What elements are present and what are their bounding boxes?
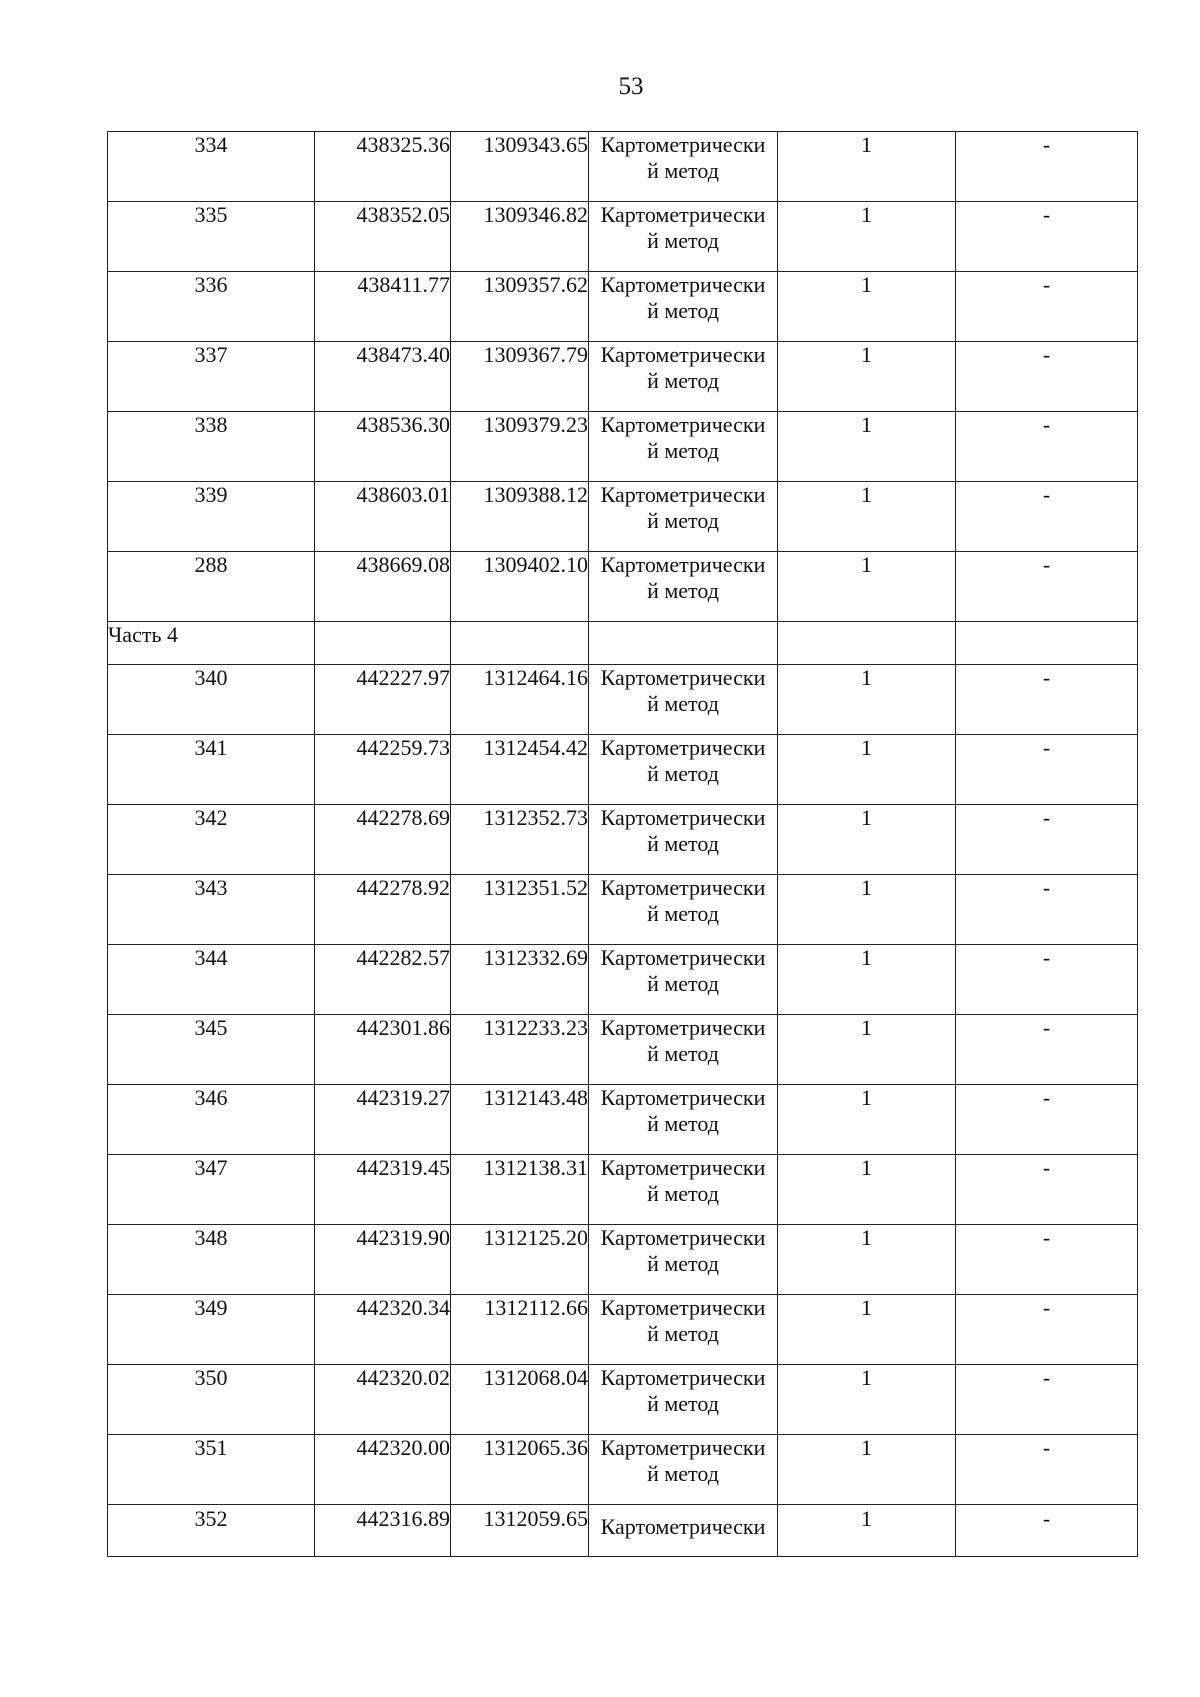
precision: 1: [778, 735, 956, 805]
method: [589, 1365, 778, 1435]
method-line-1: Картометрически: [600, 665, 766, 690]
method-line-2: й метод: [647, 298, 719, 323]
precision: 1: [778, 1365, 956, 1435]
note: -: [956, 342, 1138, 412]
coord-y: 1312125.20: [451, 1225, 589, 1295]
table-row: [108, 1505, 1138, 1557]
method: [589, 875, 778, 945]
note: -: [956, 1435, 1138, 1505]
coord-x: 442282.57: [315, 945, 451, 1015]
method-line-1: Картометрически: [600, 272, 766, 297]
note: -: [956, 1225, 1138, 1295]
point-number: 343: [108, 875, 315, 945]
precision: 1: [778, 202, 956, 272]
coord-x: 442316.89: [315, 1505, 451, 1557]
method: [589, 342, 778, 412]
method-line-2: й метод: [647, 158, 719, 183]
method-line-2: й метод: [647, 1461, 719, 1486]
coord-x: 442319.27: [315, 1085, 451, 1155]
table-row: [108, 735, 1138, 805]
method-line-2: й метод: [647, 1041, 719, 1066]
method: [589, 482, 778, 552]
coord-y: 1312068.04: [451, 1365, 589, 1435]
method: [589, 1085, 778, 1155]
coord-x: 438669.08: [315, 552, 451, 622]
method: [589, 735, 778, 805]
precision: 1: [778, 805, 956, 875]
method-line-1: Картометрически: [600, 1155, 766, 1180]
note: -: [956, 482, 1138, 552]
coord-x: 442278.92: [315, 875, 451, 945]
point-number: 346: [108, 1085, 315, 1155]
page-number: 53: [618, 73, 644, 100]
coord-x: 442278.69: [315, 805, 451, 875]
precision: 1: [778, 482, 956, 552]
method: [589, 202, 778, 272]
coord-x: 442259.73: [315, 735, 451, 805]
method-line-1: Картометрически: [600, 1225, 766, 1250]
coord-x: 442319.90: [315, 1225, 451, 1295]
table-row: [108, 552, 1138, 622]
method-line-1: Картометрически: [600, 482, 766, 507]
note: -: [956, 1155, 1138, 1225]
method-line-2: й метод: [647, 1111, 719, 1136]
method: [589, 805, 778, 875]
empty-cell: [315, 622, 451, 665]
precision: 1: [778, 272, 956, 342]
coord-y: 1312351.52: [451, 875, 589, 945]
point-number: 342: [108, 805, 315, 875]
note: -: [956, 1015, 1138, 1085]
coord-y: 1309379.23: [451, 412, 589, 482]
coord-y: 1312454.42: [451, 735, 589, 805]
method: [589, 272, 778, 342]
note: -: [956, 735, 1138, 805]
precision: 1: [778, 342, 956, 412]
method-line-1: Картометрически: [600, 1435, 766, 1460]
coord-y: 1309343.65: [451, 132, 589, 202]
precision: 1: [778, 665, 956, 735]
method-line-1: Картометрически: [600, 805, 766, 830]
empty-cell: [589, 622, 778, 665]
point-number: 352: [108, 1505, 315, 1557]
method-line-2: й метод: [647, 971, 719, 996]
table-row: [108, 482, 1138, 552]
method-line-1: Картометрически: [600, 1295, 766, 1320]
method-line-1: Картометрически: [600, 875, 766, 900]
coord-x: 438325.36: [315, 132, 451, 202]
table-row: [108, 665, 1138, 735]
empty-cell: [778, 622, 956, 665]
part-label: Часть 4: [108, 622, 315, 665]
precision: 1: [778, 1015, 956, 1085]
note: -: [956, 272, 1138, 342]
table-row: [108, 875, 1138, 945]
table-row: [108, 945, 1138, 1015]
method: [589, 1435, 778, 1505]
method-line-1: Картометрически: [600, 1015, 766, 1040]
coord-y: 1312059.65: [451, 1505, 589, 1557]
precision: 1: [778, 1505, 956, 1557]
coord-y: 1312112.66: [451, 1295, 589, 1365]
method: [589, 1155, 778, 1225]
point-number: 351: [108, 1435, 315, 1505]
method-line-2: й метод: [647, 1391, 719, 1416]
point-number: 345: [108, 1015, 315, 1085]
table-row: [108, 132, 1138, 202]
note: -: [956, 805, 1138, 875]
precision: 1: [778, 412, 956, 482]
method: [589, 1015, 778, 1085]
point-number: 340: [108, 665, 315, 735]
empty-cell: [956, 622, 1138, 665]
precision: 1: [778, 1435, 956, 1505]
coord-y: 1312233.23: [451, 1015, 589, 1085]
method-line-2: й метод: [647, 508, 719, 533]
point-number: 335: [108, 202, 315, 272]
coordinates-table-body: [108, 132, 1138, 1557]
method-line-2: й метод: [647, 1181, 719, 1206]
note: -: [956, 665, 1138, 735]
coord-x: 438411.77: [315, 272, 451, 342]
note: -: [956, 412, 1138, 482]
point-number: 350: [108, 1365, 315, 1435]
coord-y: 1312065.36: [451, 1435, 589, 1505]
method: [589, 1295, 778, 1365]
table-row: [108, 805, 1138, 875]
coord-x: 442227.97: [315, 665, 451, 735]
coord-x: 442320.00: [315, 1435, 451, 1505]
coord-y: 1312332.69: [451, 945, 589, 1015]
table-row: [108, 412, 1138, 482]
method: [589, 552, 778, 622]
precision: 1: [778, 1295, 956, 1365]
method: [589, 945, 778, 1015]
method: [589, 1225, 778, 1295]
coord-y: 1309346.82: [451, 202, 589, 272]
coord-y: 1312143.48: [451, 1085, 589, 1155]
method-line-1: Картометрически: [600, 202, 766, 227]
coord-y: 1312352.73: [451, 805, 589, 875]
method-line-1: Картометрически: [600, 342, 766, 367]
method-line-2: й метод: [647, 831, 719, 856]
method: [589, 665, 778, 735]
method-line-2: й метод: [647, 691, 719, 716]
method-line-2: й метод: [647, 228, 719, 253]
method-line-2: й метод: [647, 901, 719, 926]
coord-x: 438536.30: [315, 412, 451, 482]
point-number: 338: [108, 412, 315, 482]
coord-x: 442301.86: [315, 1015, 451, 1085]
point-number: 349: [108, 1295, 315, 1365]
method-line-1: Картометрически: [600, 1085, 766, 1110]
point-number: 334: [108, 132, 315, 202]
method-line-1: Картометрически: [600, 1365, 766, 1390]
table-row: [108, 1015, 1138, 1085]
point-number: 348: [108, 1225, 315, 1295]
note: -: [956, 202, 1138, 272]
coord-x: 442320.34: [315, 1295, 451, 1365]
method-line-2: й метод: [647, 1251, 719, 1276]
table-row: [108, 1085, 1138, 1155]
note: -: [956, 1505, 1138, 1557]
note: -: [956, 1365, 1138, 1435]
method-line-1: Картометрически: [600, 945, 766, 970]
coord-y: 1312464.16: [451, 665, 589, 735]
method-line-2: й метод: [647, 761, 719, 786]
coord-y: 1309402.10: [451, 552, 589, 622]
precision: 1: [778, 1225, 956, 1295]
method-line-1: Картометрически: [600, 735, 766, 760]
coord-y: 1309357.62: [451, 272, 589, 342]
table-row: [108, 342, 1138, 412]
point-number: 336: [108, 272, 315, 342]
precision: 1: [778, 1085, 956, 1155]
coordinates-table: [107, 131, 1138, 1557]
table-row: [108, 1435, 1138, 1505]
precision: 1: [778, 552, 956, 622]
precision: 1: [778, 945, 956, 1015]
point-number: 288: [108, 552, 315, 622]
coord-y: 1309388.12: [451, 482, 589, 552]
precision: 1: [778, 875, 956, 945]
table-row: [108, 272, 1138, 342]
coord-y: 1312138.31: [451, 1155, 589, 1225]
note: -: [956, 552, 1138, 622]
coord-x: 442319.45: [315, 1155, 451, 1225]
method: [589, 412, 778, 482]
table-row: [108, 202, 1138, 272]
coord-x: 442320.02: [315, 1365, 451, 1435]
precision: 1: [778, 132, 956, 202]
table-row: [108, 1225, 1138, 1295]
note: -: [956, 875, 1138, 945]
note: -: [956, 1085, 1138, 1155]
precision: 1: [778, 1155, 956, 1225]
table-row: [108, 1295, 1138, 1365]
coord-x: 438473.40: [315, 342, 451, 412]
point-number: 337: [108, 342, 315, 412]
method: [589, 1505, 778, 1557]
method-line-2: й метод: [647, 578, 719, 603]
method-line-2: й метод: [647, 438, 719, 463]
point-number: 344: [108, 945, 315, 1015]
method-line-2: й метод: [647, 368, 719, 393]
note: -: [956, 1295, 1138, 1365]
point-number: 339: [108, 482, 315, 552]
coord-y: 1309367.79: [451, 342, 589, 412]
method-line-1: Картометрически: [600, 412, 766, 437]
method-line-2: й метод: [647, 1321, 719, 1346]
point-number: 347: [108, 1155, 315, 1225]
note: -: [956, 132, 1138, 202]
point-number: 341: [108, 735, 315, 805]
part-row: [108, 622, 1138, 665]
method-line-1: Картометрически: [600, 1514, 766, 1539]
empty-cell: [451, 622, 589, 665]
coord-x: 438603.01: [315, 482, 451, 552]
note: -: [956, 945, 1138, 1015]
method-line-1: Картометрически: [600, 132, 766, 157]
method-line-1: Картометрически: [600, 552, 766, 577]
table-row: [108, 1365, 1138, 1435]
table-row: [108, 1155, 1138, 1225]
coord-x: 438352.05: [315, 202, 451, 272]
method: [589, 132, 778, 202]
